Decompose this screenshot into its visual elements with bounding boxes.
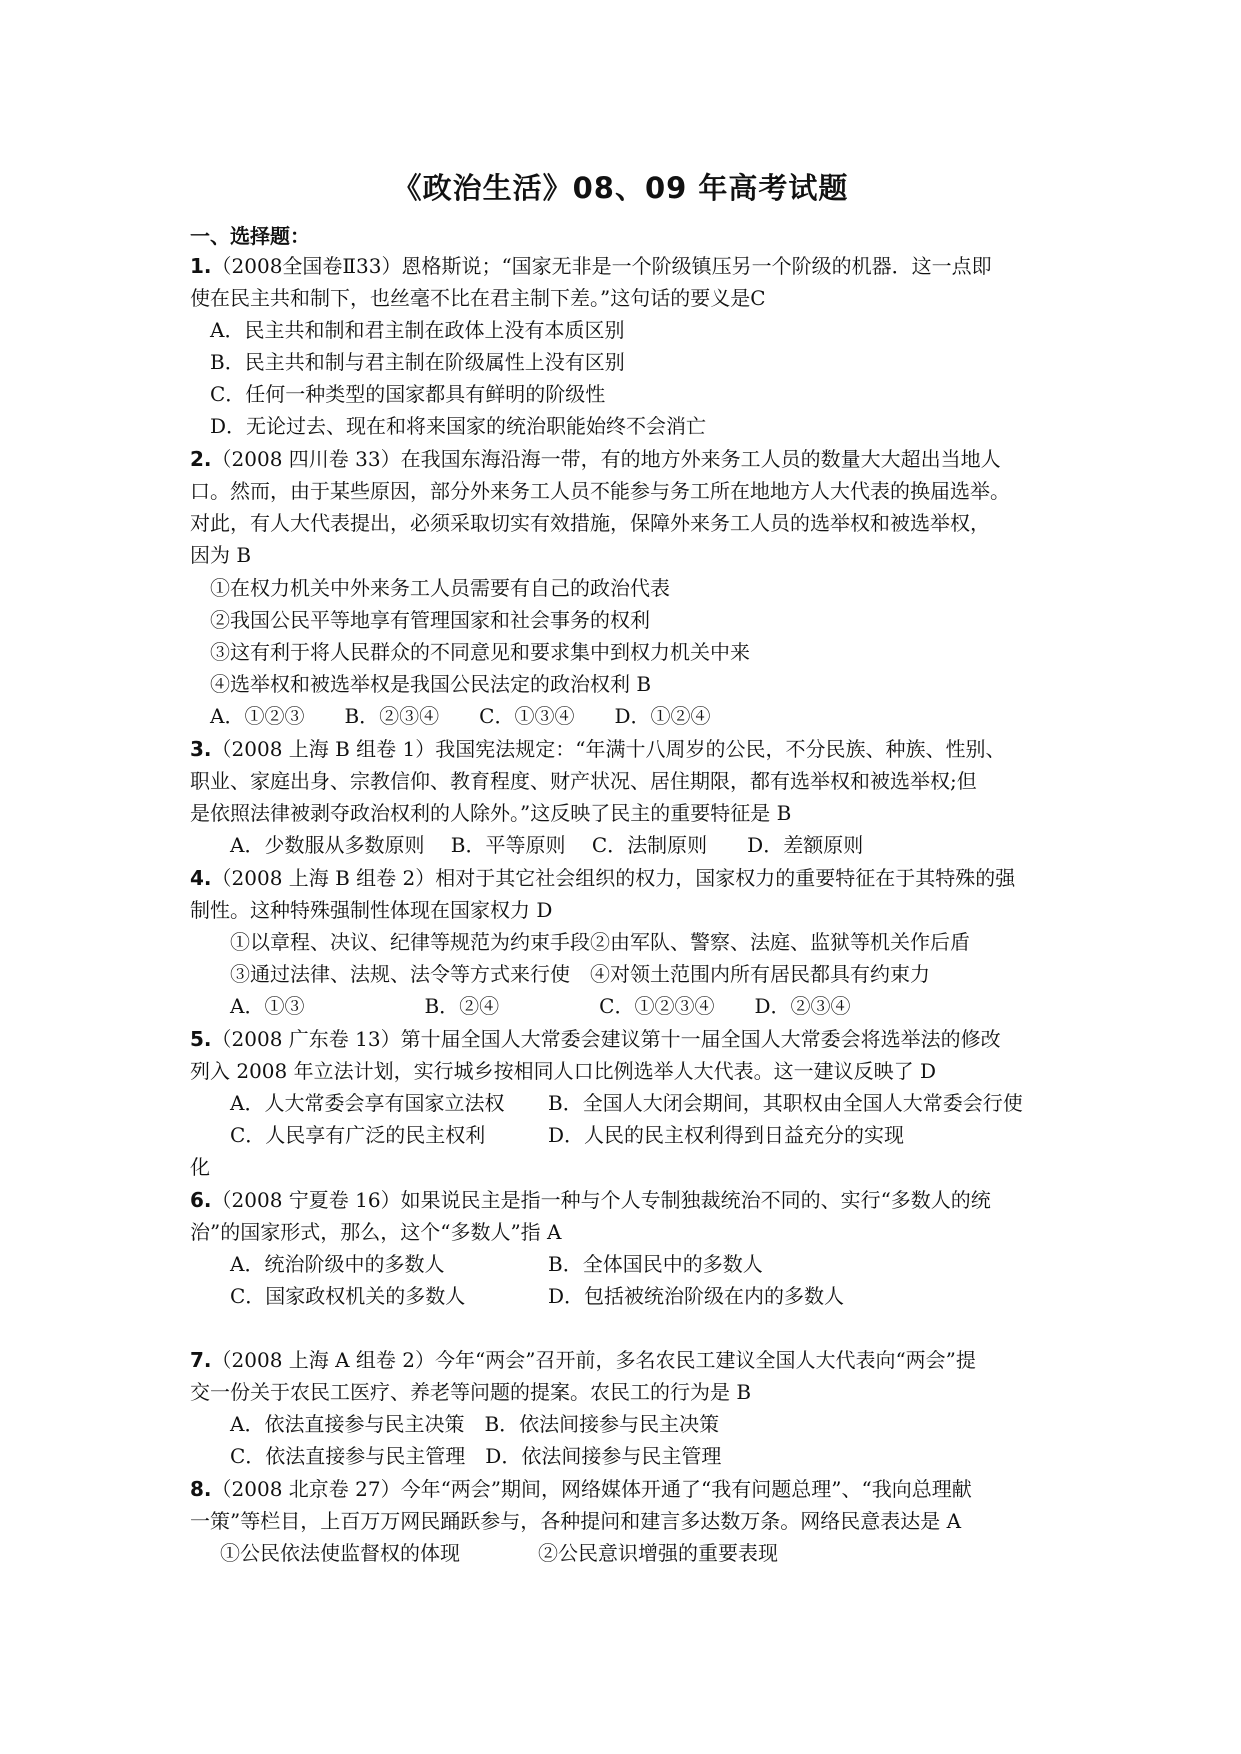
question-8-number: 8. [190,1477,212,1501]
question-5-option-a: A．人大常委会享有国家立法权 [230,1091,505,1115]
question-8-line-1: 8.（2008 北京卷 27）今年“两会”期间，网络媒体开通了“我有问题总理”、“我向总理献 [190,1477,972,1501]
question-8-statement-1: ①公民依法使监督权的体现 [220,1541,460,1565]
question-2-line-1: 2.（2008 四川卷 33）在我国东海沿海一带，有的地方外来务工人员的数量大大超出当地人 [190,447,1001,471]
question-5-number: 5. [190,1027,212,1051]
question-4-line-2: 制性。这种特殊强制性体现在国家权力 D [190,898,553,922]
question-6-option-c: C．国家政权机关的多数人 [230,1284,466,1308]
question-3-number: 3. [190,737,212,761]
question-2-number: 2. [190,447,212,471]
question-2-statement-3: ③这有利于将人民群众的不同意见和要求集中到权力机关中来 [210,640,750,664]
question-6-line-2: 治”的国家形式，那么，这个“多数人”指 A [190,1220,562,1244]
question-5-line-2: 列入 2008 年立法计划，实行城乡按相同人口比例选举人大代表。这一建议反映了 D [190,1059,937,1083]
question-2-statement-4: ④选举权和被选举权是我国公民法定的政治权利 B [210,672,652,696]
page-title: 《政治生活》08、09 年高考试题 [392,171,849,205]
question-4-statements-2: ③通过法律、法规、法令等方式来行使 ④对领土范围内所有居民都具有约束力 [230,962,930,986]
question-3-line-2: 职业、家庭出身、宗教信仰、教育程度、财产状况、居住期限，都有选举权和被选举权;但 [190,769,977,793]
question-8-line-2: 一策”等栏目，上百万万网民踊跃参与，各种提问和建言多达数万条。网络民意表达是 A [190,1509,962,1533]
section-heading: 一、选择题： [190,224,310,248]
question-7-line-1: 7.（2008 上海 A 组卷 2）今年“两会”召开前，多名农民工建议全国人大代表向“两会”提 [190,1348,976,1372]
question-7-options-ab: A．依法直接参与民主决策 B．依法间接参与民主决策 [230,1412,720,1436]
question-1-option-d: D．无论过去、现在和将来国家的统治职能始终不会消亡 [210,414,707,438]
question-1-line-1: 1.（2008全国卷Ⅱ33）恩格斯说；“国家无非是一个阶级镇压另一个阶级的机器．这一点即 [190,254,992,278]
question-3-options: A．少数服从多数原则 B．平等原则 C．法制原则 D．差额原则 [230,833,864,857]
question-2-line-3: 对此，有人大代表提出，必须采取切实有效措施，保障外来务工人员的选举权和被选举权， [190,511,990,535]
question-6-option-b: B．全体国民中的多数人 [548,1252,763,1276]
question-5-line-1: 5.（2008 广东卷 13）第十届全国人大常委会建议第十一届全国人大常委会将选举法的修改 [190,1027,1001,1051]
question-5-wrap: 化 [190,1155,210,1179]
question-5-option-d: D．人民的民主权利得到日益充分的实现 [548,1123,905,1147]
question-4-statements-1: ①以章程、决议、纪律等规范为约束手段②由军队、警察、法庭、监狱等机关作后盾 [230,930,970,954]
question-7-line-2: 交一份关于农民工医疗、养老等问题的提案。农民工的行为是 B [190,1380,752,1404]
question-4-options: A．①③ B．②④ C．①②③④ D．②③④ [230,994,851,1018]
question-6-number: 6. [190,1188,212,1212]
question-1-option-a: A．民主共和制和君主制在政体上没有本质区别 [210,318,625,342]
question-6-line-1: 6.（2008 宁夏卷 16）如果说民主是指一种与个人专制独裁统治不同的、实行“多数人的统 [190,1188,991,1212]
question-1-option-c: C．任何一种类型的国家都具有鲜明的阶级性 [210,382,606,406]
question-2-line-4: 因为 B [190,543,252,567]
question-1-line-2: 使在民主共和制下，也丝毫不比在君主制下差。”这句话的要义是C [190,286,766,310]
question-7-options-cd: C．依法直接参与民主管理 D．依法间接参与民主管理 [230,1444,722,1468]
question-5-option-b: B．全国人大闭会期间，其职权由全国人大常委会行使 [548,1091,1023,1115]
question-2-statement-1: ①在权力机关中外来务工人员需要有自己的政治代表 [210,576,670,600]
question-4-line-1: 4.（2008 上海 B 组卷 2）相对于其它社会组织的权力，国家权力的重要特征在于其特殊的强 [190,866,1016,890]
question-2-statement-2: ②我国公民平等地享有管理国家和社会事务的权利 [210,608,650,632]
question-3-line-3: 是依照法律被剥夺政治权利的人除外。”这反映了民主的重要特征是 B [190,801,792,825]
question-4-number: 4. [190,866,212,890]
question-3-line-1: 3.（2008 上海 B 组卷 1）我国宪法规定：“年满十八周岁的公民，不分民族、种族、性别、 [190,737,1006,761]
question-6-option-d: D．包括被统治阶级在内的多数人 [548,1284,845,1308]
question-1-number: 1. [190,254,212,278]
question-2-line-2: 口。然而，由于某些原因，部分外来务工人员不能参与务工所在地地方人大代表的换届选举。 [190,479,1010,503]
question-5-option-c: C．人民享有广泛的民主权利 [230,1123,486,1147]
question-7-number: 7. [190,1348,212,1372]
question-1-option-b: B．民主共和制与君主制在阶级属性上没有区别 [210,350,625,374]
question-2-options: A．①②③ B．②③④ C．①③④ D．①②④ [210,704,711,728]
question-6-option-a: A．统治阶级中的多数人 [230,1252,445,1276]
question-8-statement-2: ②公民意识增强的重要表现 [538,1541,778,1565]
